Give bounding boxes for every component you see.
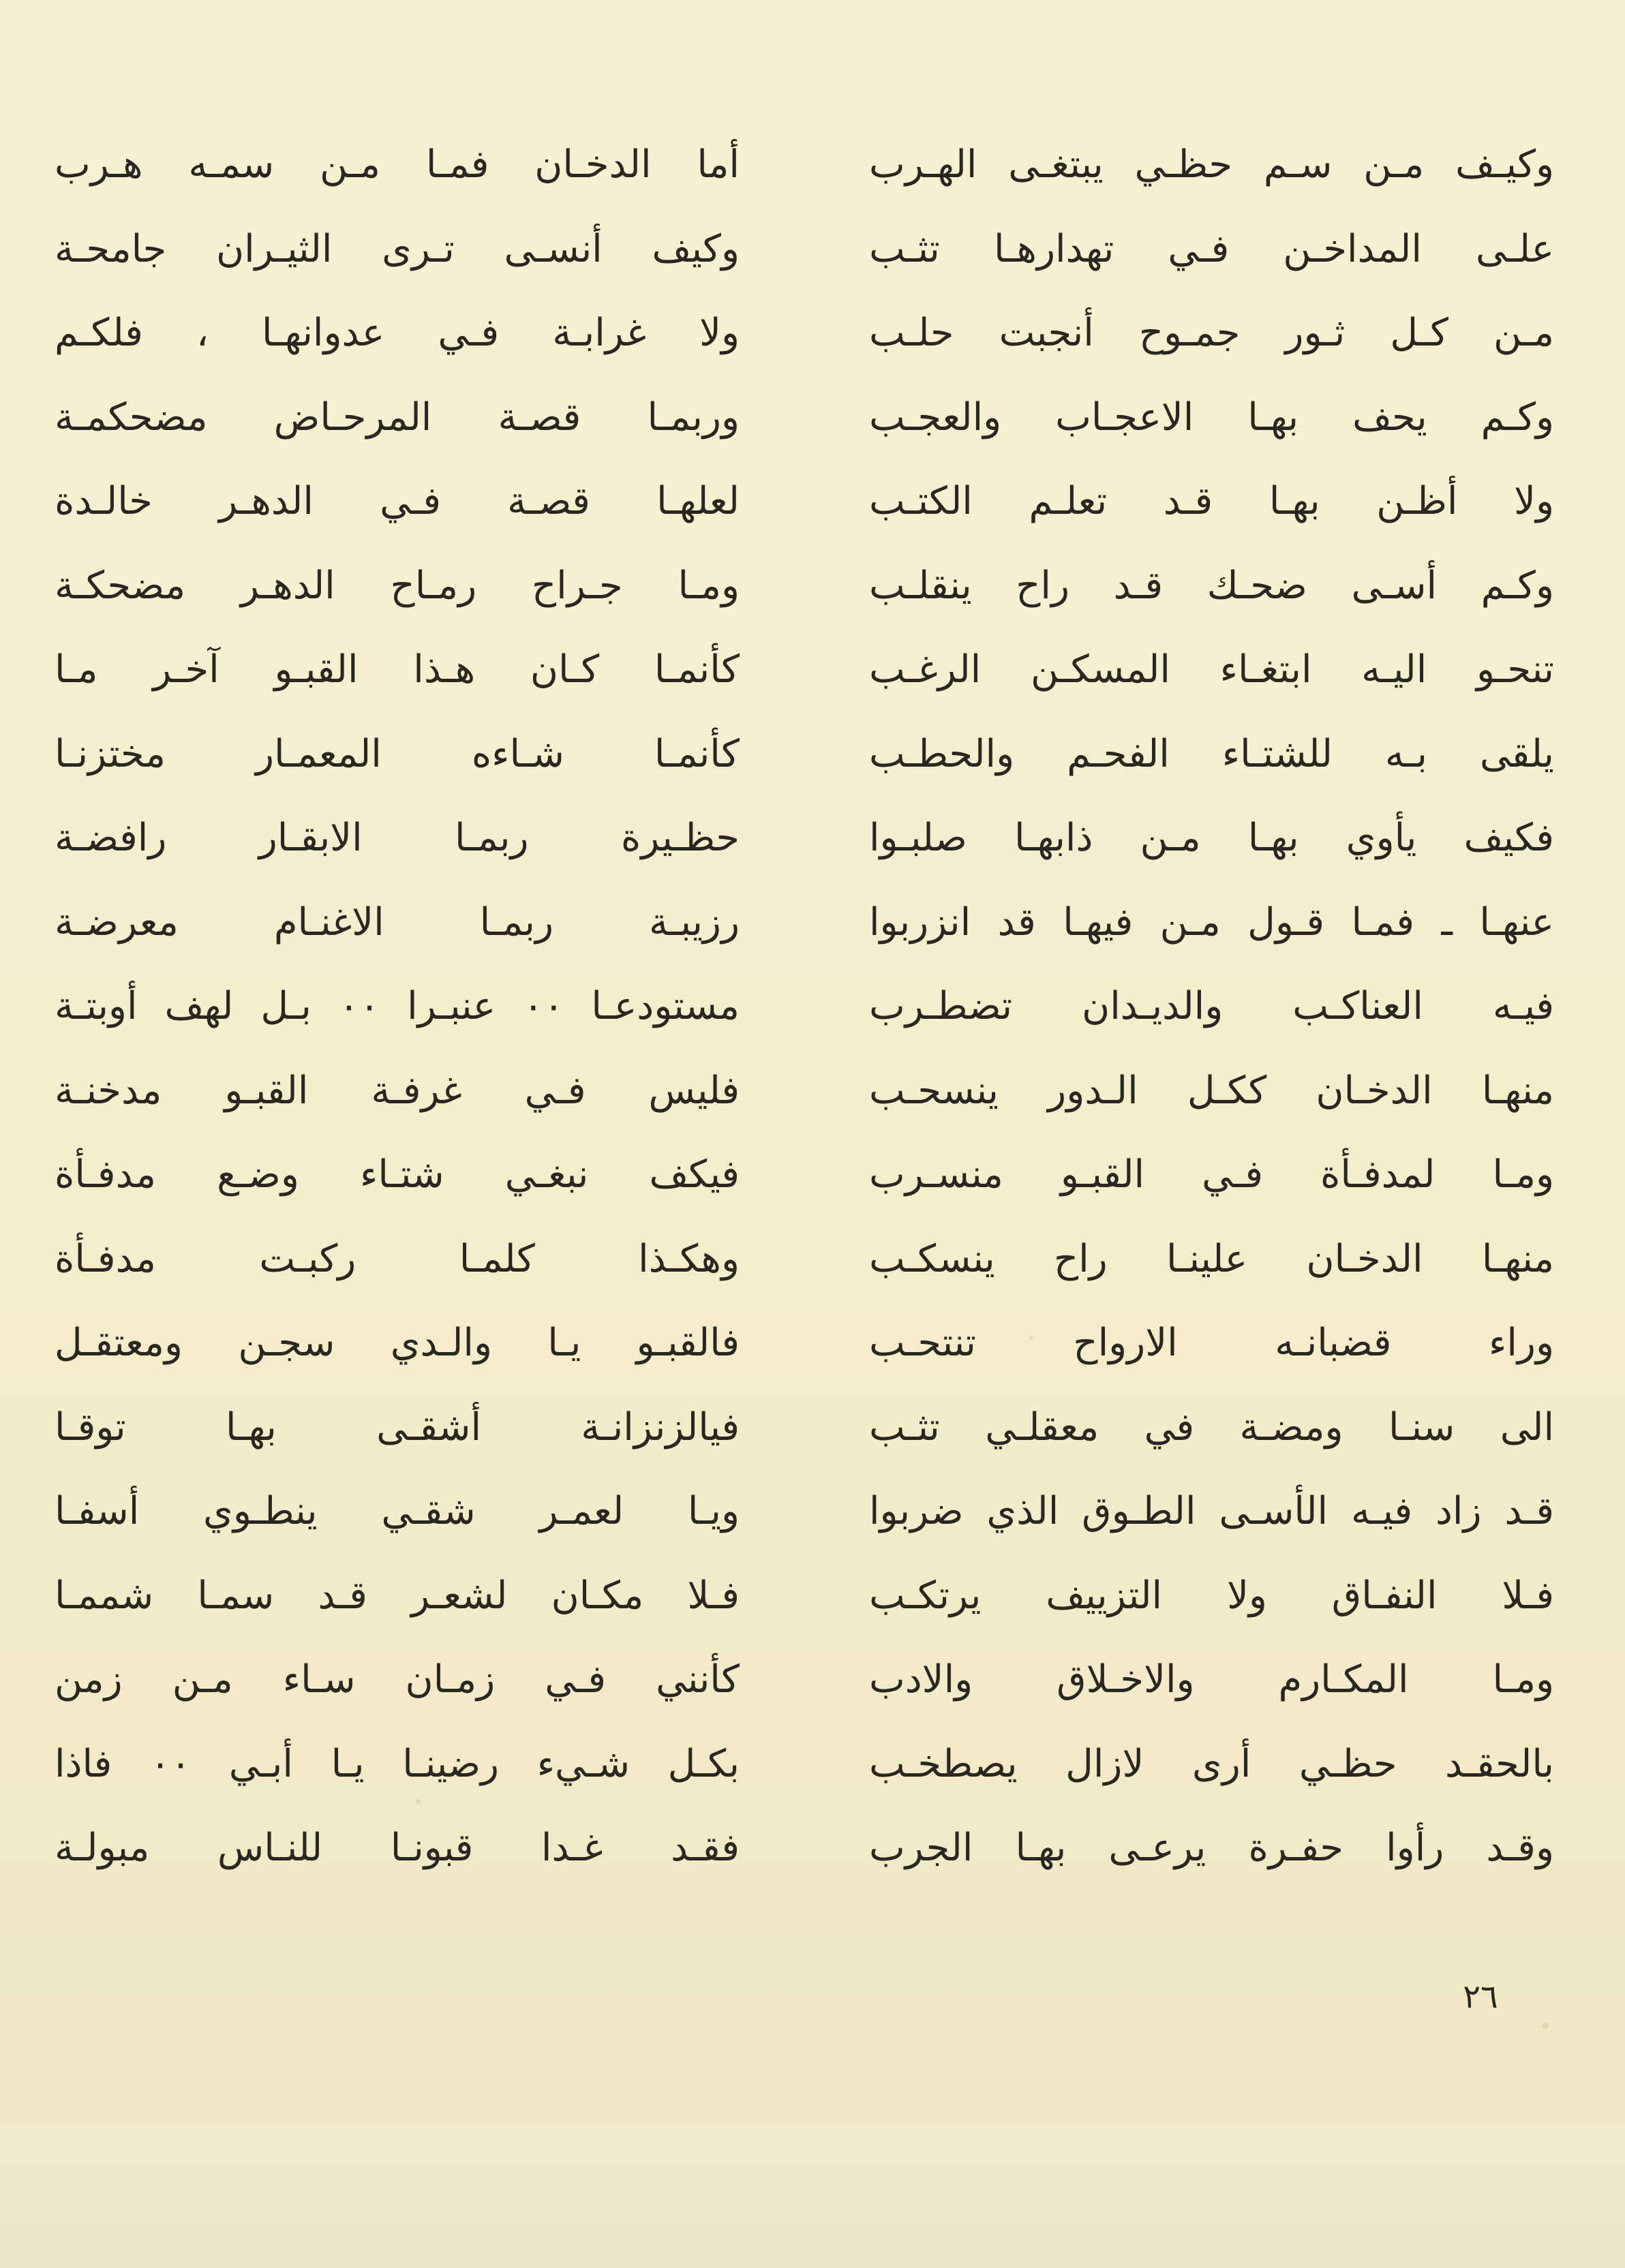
poem-text — [55, 123, 1554, 1890]
verse-line: مستودعـا ٠٠ عنبـرا ٠٠ بـل لهف أوبتـة — [55, 984, 740, 1028]
paper-speck — [1542, 2023, 1549, 2029]
verse-line: وربمـا قصـة المرحـاض مضحكمـة — [55, 395, 740, 440]
verse-line: عنهـا ـ فمـا قـول مـن فيهـا قد انزربوا — [869, 900, 1554, 945]
verse-line: يلقى بـه للشتـاء الفحـم والحطـب — [869, 731, 1554, 776]
verse-line: كأنمـا شـاءه المعمـار مختزنـا — [55, 731, 740, 776]
verse-line: قـد زاد فيـه الأسـى الطـوق الذي ضربوا — [869, 1489, 1554, 1533]
verse-line: منهـا الدخـان ككـل الـدور ينسحـب — [869, 1068, 1554, 1113]
verse-line: وكيف أنسـى تـرى الثيـران جامحـة — [55, 226, 740, 271]
page-number: ٢٦ — [1463, 1978, 1498, 2016]
verse-line: الى سنـا ومضـة في معقلـي تثـب — [869, 1405, 1554, 1450]
verse-line: بكـل شـيء رضينـا يـا أبـي ٠٠ فاذا — [55, 1741, 740, 1786]
verse-line: وكـم يحف بهـا الاعجـاب والعجـب — [869, 395, 1554, 440]
verse-line: تنحـو اليـه ابتغـاء المسكـن الرغـب — [869, 647, 1554, 692]
verse-line: رزيبـة ربمـا الاغنـام معرضـة — [55, 900, 740, 945]
verse-line: بالحقـد حظـي أرى لازال يصطخـب — [869, 1741, 1554, 1786]
verse-line: لعلهـا قصـة فـي الدهـر خالـدة — [55, 479, 740, 523]
verse-line: فيـه العناكـب والديـدان تضطـرب — [869, 984, 1554, 1028]
verse-line: فـلا مكـان لشعـر قـد سمـا شممـا — [55, 1573, 740, 1618]
verse-line: ولا غرابـة فـي عدوانهـا ، فلكـم — [55, 311, 740, 355]
left-hemistich-column — [869, 123, 1554, 1890]
verse-line: ولا أظـن بهـا قـد تعلـم الكتـب — [869, 479, 1554, 523]
verse-line: ومـا جـراح رمـاح الدهـر مضحكـة — [55, 563, 740, 608]
verse-line: فـلا النفـاق ولا التزييف يرتكـب — [869, 1573, 1554, 1618]
verse-line: كأنمـا كـان هـذا القبـو آخـر مـا — [55, 647, 740, 692]
right-hemistich-column — [55, 123, 740, 1890]
verse-line: فالقبـو يـا والـدي سجـن ومعتقـل — [55, 1321, 740, 1365]
page-bottom-edge — [0, 2125, 1625, 2268]
verse-line: أما الدخـان فمـا مـن سمـه هـرب — [55, 142, 740, 187]
verse-line: ومـا المكـارم والاخـلاق والادب — [869, 1657, 1554, 1702]
verse-line: فيالزنزانـة أشقـى بهـا توقـا — [55, 1405, 740, 1450]
verse-line: فليس فـي غرفـة القبـو مدخنـة — [55, 1068, 740, 1113]
verse-line: ويـا لعمـر شقـي ينطـوي أسفـا — [55, 1489, 740, 1533]
verse-line: وكيـف مـن سـم حظـي يبتغـى الهـرب — [869, 142, 1554, 187]
verse-line: وكـم أسـى ضحـك قـد راح ينقلـب — [869, 563, 1554, 608]
verse-line: فقـد غـدا قبونـا للنـاس مبولـة — [55, 1826, 740, 1870]
verse-line: فيكف نبغـي شتـاء وضـع مدفـأة — [55, 1152, 740, 1197]
verse-line: كأنني فـي زمـان سـاء مـن زمن — [55, 1657, 740, 1702]
verse-line: مـن كـل ثـور جمـوح أنجبت حلـب — [869, 311, 1554, 355]
verse-line: علـى المداخـن فـي تهدارهـا تثـب — [869, 226, 1554, 271]
verse-line: فكيف يأوي بهـا مـن ذابهـا صلبـوا — [869, 816, 1554, 860]
verse-line: وهكـذا كلمـا ركبـت مدفـأة — [55, 1236, 740, 1281]
verse-line: منهـا الدخـان علينـا راح ينسكـب — [869, 1236, 1554, 1281]
verse-line: ومـا لمدفـأة فـي القبـو منسـرب — [869, 1152, 1554, 1197]
verse-line: وراء قضبانـه الارواح تنتحـب — [869, 1321, 1554, 1365]
verse-line: وقـد رأوا حفـرة يرعـى بهـا الجرب — [869, 1826, 1554, 1870]
verse-line: حظـيرة ربمـا الابقـار رافضـة — [55, 816, 740, 860]
